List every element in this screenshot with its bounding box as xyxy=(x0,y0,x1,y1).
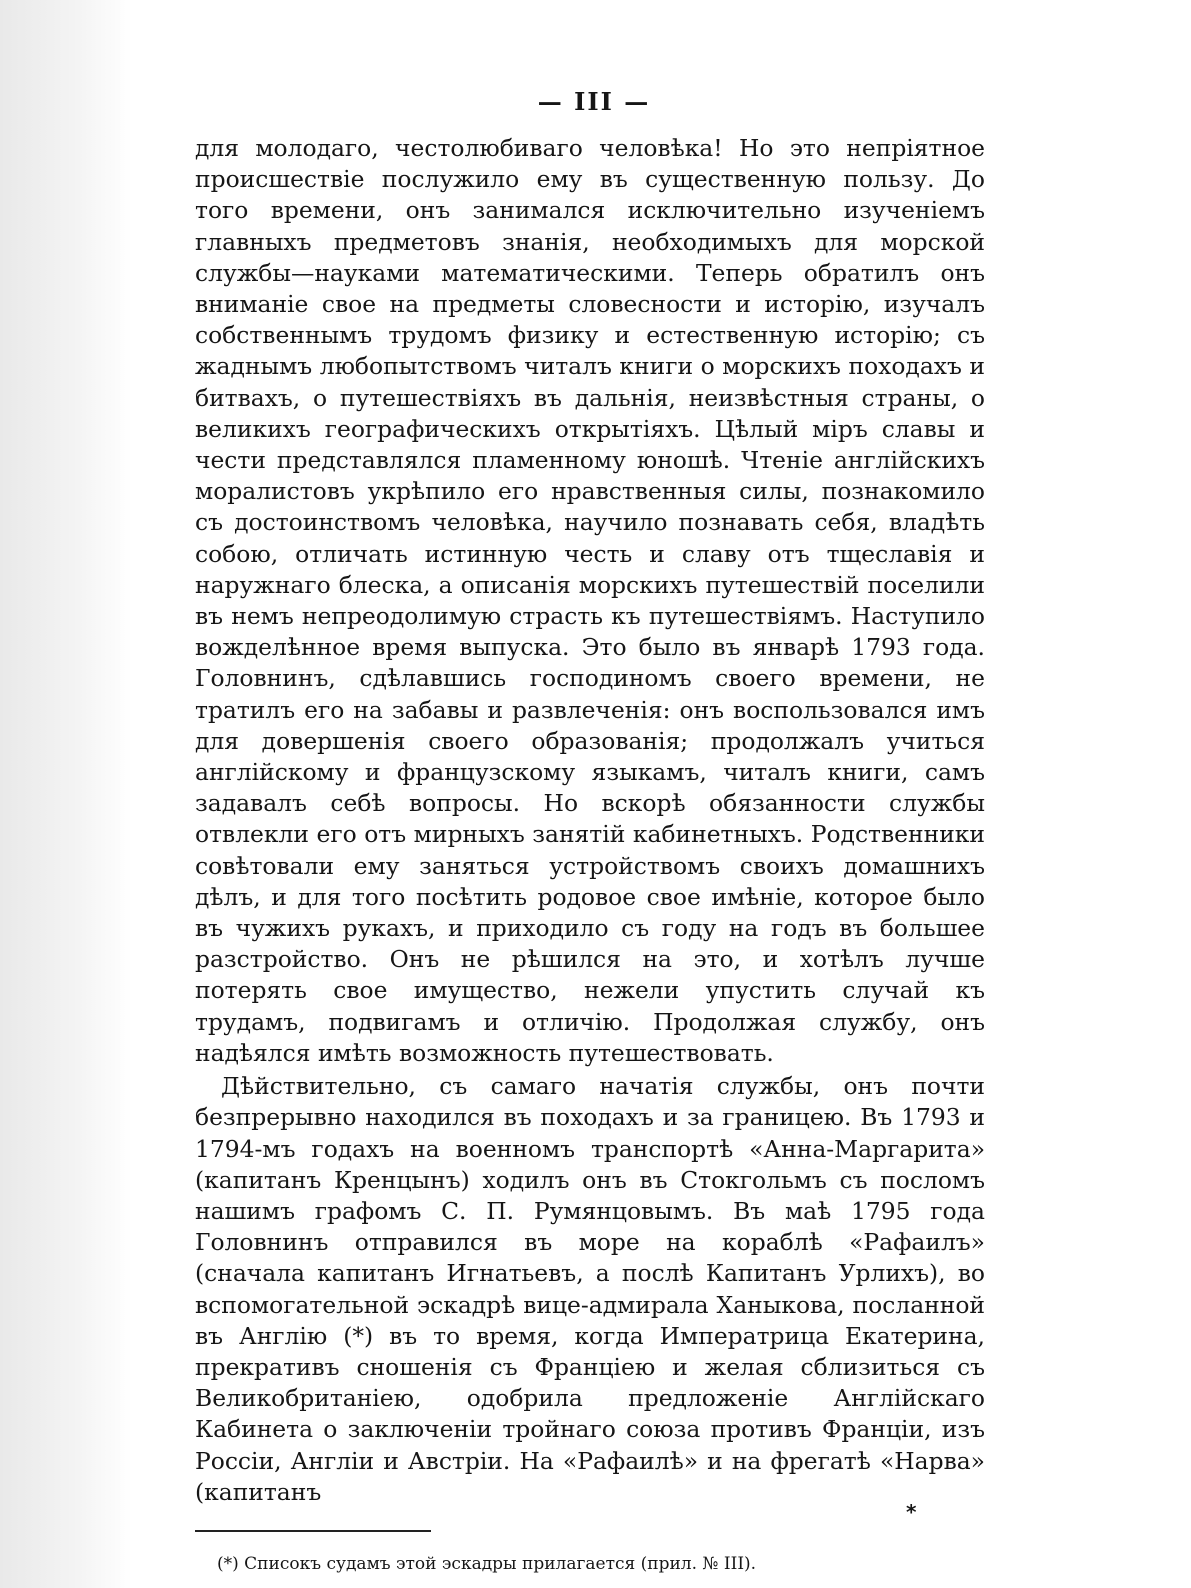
footnote-divider xyxy=(195,1530,431,1532)
page-edge-shadow xyxy=(0,0,132,1588)
body-text xyxy=(195,133,985,1508)
paragraph-2: Дѣйствительно, съ самаго начатія службы, онъ почти безпрерывно находился въ походахъ и за границею. Въ 1793 и 1794-мъ годахъ на военномъ транспортѣ «Анна-Маргарита» (капитанъ Кренцынъ) ходилъ онъ въ Стокгольмъ съ посломъ нашимъ графомъ С. П. Румянцовымъ. Въ маѣ 1795 года Головнинъ отправился въ море на кораблѣ «Рафаилъ» (сначала капитанъ Игнатьевъ, а послѣ Капитанъ Урлихъ), во вспомогательной эскадрѣ вице-адмирала Ханыкова, посланной въ Англію (*) въ то время, когда Императрица Екатерина, прекративъ сношенія съ Франціею и желая сблизиться съ Великобританіею, одобрила предложеніе Англійскаго Кабинета о заключеніи тройнаго союза противъ Франціи, изъ Россіи, Англіи и Австріи. На «Рафаилѣ» и на фрегатѣ «Нарва» (капитанъ xyxy=(195,1072,985,1506)
page-number: — III — xyxy=(537,87,651,116)
signature-asterisk: * xyxy=(906,1500,917,1524)
footnote: (*) Списокъ судамъ этой эскадры прилагается (прил. № III). xyxy=(217,1553,757,1574)
paragraph-1: для молодаго, честолюбиваго человѣка! Но это непріятное происшествіе послужило ему въ существенную пользу. До того времени, онъ занимался исключительно изученіемъ главныхъ предметовъ знанія, необходимыхъ для морской службы—науками математическими. Теперь обратилъ онъ вниманіе свое на предметы словесности и исторію, изучалъ собственнымъ трудомъ физику и естественную исторію; съ жаднымъ любопытствомъ читалъ книги о морскихъ походахъ и битвахъ, о путешествіяхъ въ дальнія, неизвѣстныя страны, о великихъ географическихъ открытіяхъ. Цѣлый міръ славы и чести представлялся пламенному юношѣ. Чтеніе англійскихъ моралистовъ укрѣпило его нравственныя силы, познакомило съ достоинствомъ человѣка, научило познавать себя, владѣть собою, отличать истинную честь и славу отъ тщеславія и наружнаго блеска, а описанія морскихъ путешествій поселили въ немъ непреодолимую страсть къ путешествіямъ. Наступило вожделѣнное время выпуска. Это было въ январѣ 1793 года. Головнинъ, сдѣлавшись господиномъ своего времени, не тратилъ его на забавы и развлеченія: онъ воспользовался имъ для довершенія своего образованія; продолжалъ учиться англійскому и французскому языкамъ, читалъ книги, самъ задавалъ себѣ вопросы. Но вскорѣ обязанности службы отвлекли его отъ мирныхъ занятій кабинетныхъ. Родственники совѣтовали ему заняться устройствомъ своихъ домашнихъ дѣлъ, и для того посѣтить родовое свое имѣніе, которое было въ чужихъ рукахъ, и приходило съ году на годъ въ большее разстройство. Онъ не рѣшился на это, и хотѣлъ лучше потерять свое имущество, нежели упустить случай къ трудамъ, подвигамъ и отличію. Продолжая службу, онъ надѣялся имѣть возможность путешествовать. xyxy=(195,134,985,1067)
book-page xyxy=(195,82,985,1576)
